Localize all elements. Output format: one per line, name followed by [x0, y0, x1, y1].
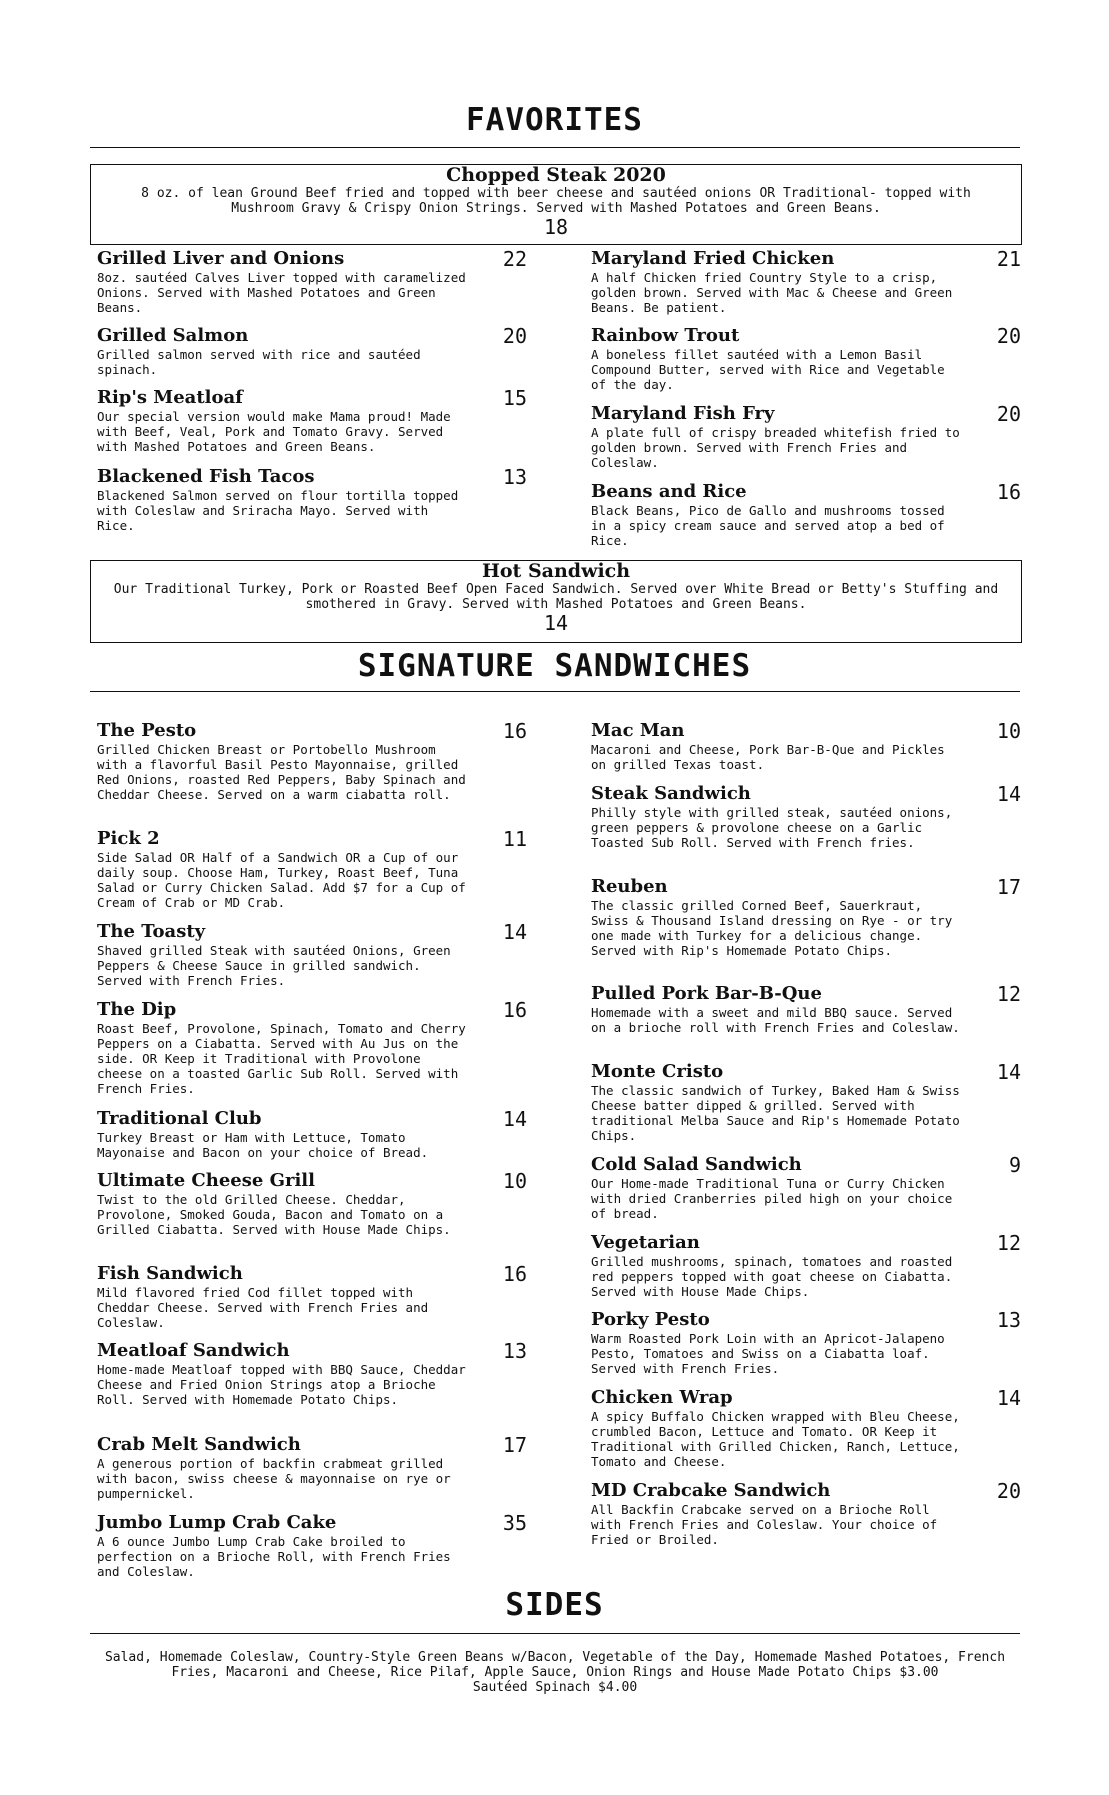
item-name: Fish Sandwich [97, 1263, 243, 1284]
menu-item [97, 1341, 527, 1407]
favorites-rule [90, 147, 1020, 148]
item-desc: Grilled Chicken Breast or Portobello Mushroom with a flavorful Basil Pesto Mayonnaise, grilled Red Onions, roasted Red Peppers, Baby Spinach and Cheddar Cheese. Served on a warm ciabatta roll. [97, 742, 466, 802]
item-desc: A 6 ounce Jumbo Lump Crab Cake broiled to perfection on a Brioche Roll, with French Fries and Coleslaw. [97, 1534, 451, 1579]
item-price: 35 [502, 1511, 527, 1535]
menu-item [591, 784, 1021, 850]
menu-item [97, 467, 527, 533]
menu-item [97, 922, 527, 988]
item-name: Monte Cristo [591, 1061, 724, 1082]
item-price: 12 [996, 1231, 1021, 1255]
item-desc: The classic sandwich of Turkey, Baked Ham & Swiss Cheese batter dipped & grilled. Served with traditional Melba Sauce and Rip's Homemade Potato Chips. [591, 1083, 960, 1143]
item-price: 16 [502, 998, 527, 1022]
item-desc: Turkey Breast or Ham with Lettuce, Tomato Mayonaise and Bacon on your choice of Bread. [97, 1130, 429, 1160]
sides-heading: SIDES [505, 1587, 604, 1623]
item-desc: Mild flavored fried Cod fillet topped with Cheddar Cheese. Served with French Fries and Coleslaw. [97, 1285, 429, 1330]
menu-item [97, 1171, 527, 1237]
hot-sandwich-desc: Our Traditional Turkey, Pork or Roasted Beef Open Faced Sandwich. Served over White Bread or Betty's Stuffing and smothered in Gravy. Served with Mashed Potatoes and Green Beans. [113, 582, 999, 612]
item-desc: Grilled salmon served with rice and sautéed spinach. [97, 347, 421, 377]
item-price: 11 [502, 827, 527, 851]
menu-item [591, 1310, 1021, 1376]
item-name: Crab Melt Sandwich [97, 1434, 301, 1455]
menu-item [591, 1481, 1021, 1547]
item-price: 14 [996, 1060, 1021, 1084]
item-name: The Dip [97, 999, 177, 1020]
item-name: Ultimate Cheese Grill [97, 1170, 315, 1191]
item-price: 13 [502, 1339, 527, 1363]
menu-item [591, 404, 1021, 470]
item-price: 10 [502, 1169, 527, 1193]
menu-item [97, 388, 527, 454]
item-name: The Toasty [97, 921, 206, 942]
menu-item [97, 721, 527, 802]
item-desc: A half Chicken fried Country Style to a crisp, golden brown. Served with Mac & Cheese and Green Beans. Be patient. [591, 270, 953, 315]
item-price: 9 [1008, 1153, 1021, 1177]
item-price: 20 [502, 324, 527, 348]
item-price: 22 [502, 247, 527, 271]
signature-rule [90, 691, 1020, 692]
item-price: 21 [996, 247, 1021, 271]
item-desc: Shaved grilled Steak with sautéed Onions, Green Peppers & Cheese Sauce in grilled sandwich. Served with French Fries. [97, 943, 451, 988]
item-desc: All Backfin Crabcake served on a Brioche Roll with French Fries and Coleslaw. Your choice of Fried or Broiled. [591, 1502, 938, 1547]
chopped-steak-price: 18 [543, 215, 569, 239]
menu-item [591, 721, 1021, 772]
item-name: Porky Pesto [591, 1309, 710, 1330]
hot-sandwich-price: 14 [543, 611, 569, 635]
item-name: Meatloaf Sandwich [97, 1340, 290, 1361]
item-price: 13 [996, 1308, 1021, 1332]
chopped-steak-box [90, 164, 1022, 245]
item-price: 16 [502, 719, 527, 743]
menu-item [97, 1264, 527, 1330]
item-price: 13 [502, 465, 527, 489]
menu-item [97, 1109, 527, 1160]
chopped-steak-name: Chopped Steak 2020 [446, 164, 666, 186]
item-name: Maryland Fish Fry [591, 403, 775, 424]
item-desc: The classic grilled Corned Beef, Sauerkraut, Swiss & Thousand Island dressing on Rye - or try one made with Turkey for a delicious change. Served with Rip's Homemade Potato Chips. [591, 898, 953, 958]
menu-item [97, 326, 527, 377]
item-price: 20 [996, 402, 1021, 426]
item-desc: A spicy Buffalo Chicken wrapped with Bleu Cheese, crumbled Bacon, Lettuce and Tomato. OR Keep it Traditional with Grilled Chicken, Ranch, Lettuce, Tomato and Cheese. [591, 1409, 960, 1469]
item-name: Grilled Liver and Onions [97, 248, 345, 269]
item-name: Grilled Salmon [97, 325, 249, 346]
menu-item [97, 1435, 527, 1501]
menu-item [591, 1062, 1021, 1143]
item-name: Pulled Pork Bar-B-Que [591, 983, 822, 1004]
item-name: Chicken Wrap [591, 1387, 733, 1408]
item-desc: Twist to the old Grilled Cheese. Cheddar, Provolone, Smoked Gouda, Bacon and Tomato on a Grilled Ciabatta. Served with House Made Chips. [97, 1192, 451, 1237]
item-name: MD Crabcake Sandwich [591, 1480, 831, 1501]
item-price: 10 [996, 719, 1021, 743]
menu-item [591, 984, 1021, 1035]
sides-line-2: Sautéed Spinach $4.00 [472, 1680, 638, 1695]
item-name: Maryland Fried Chicken [591, 248, 835, 269]
chopped-steak-desc: 8 oz. of lean Ground Beef fried and topped with beer cheese and sautéed onions OR Traditional- topped with Mushroom Gravy & Crispy Onion Strings. Served with Mashed Potatoes and Green Beans. [141, 186, 971, 216]
item-name: The Pesto [97, 720, 197, 741]
item-name: Pick 2 [97, 828, 160, 849]
item-desc: A boneless fillet sautéed with a Lemon Basil Compound Butter, served with Rice and Vegetable of the day. [591, 347, 945, 392]
item-desc: Our Home-made Traditional Tuna or Curry Chicken with dried Cranberries piled high on your choice of bread. [591, 1176, 953, 1221]
menu-item [591, 1388, 1021, 1469]
item-desc: Black Beans, Pico de Gallo and mushrooms tossed in a spicy cream sauce and served atop a bed of Rice. [591, 503, 945, 548]
item-name: Mac Man [591, 720, 685, 741]
item-desc: Philly style with grilled steak, sautéed onions, green peppers & provolone cheese on a Garlic Toasted Sub Roll. Served with French fries. [591, 805, 953, 850]
menu-item [591, 1155, 1021, 1221]
item-desc: 8oz. sautéed Calves Liver topped with caramelized Onions. Served with Mashed Potatoes and Green Beans. [97, 270, 466, 315]
item-desc: Side Salad OR Half of a Sandwich OR a Cup of our daily soup. Choose Ham, Turkey, Roast Beef, Tuna Salad or Curry Chicken Salad. Add $7 for a Cup of Cream of Crab or MD Crab. [97, 850, 466, 910]
favorites-heading: FAVORITES [466, 102, 643, 138]
item-desc: A plate full of crispy breaded whitefish fried to golden brown. Served with French Fries and Coleslaw. [591, 425, 960, 470]
hot-sandwich-box [90, 560, 1022, 643]
item-desc: Our special version would make Mama proud! Made with Beef, Veal, Pork and Tomato Gravy. Served with Mashed Potatoes and Green Beans. [97, 409, 451, 454]
item-name: Rainbow Trout [591, 325, 740, 346]
item-desc: Warm Roasted Pork Loin with an Apricot-Jalapeno Pesto, Tomatoes and Swiss on a Ciabatta loaf. Served with French Fries. [591, 1331, 945, 1376]
item-name: Jumbo Lump Crab Cake [97, 1512, 337, 1533]
menu-item [97, 1513, 527, 1579]
menu-item [591, 326, 1021, 392]
item-name: Reuben [591, 876, 668, 897]
item-price: 14 [502, 920, 527, 944]
item-name: Beans and Rice [591, 481, 747, 502]
item-name: Vegetarian [591, 1232, 700, 1253]
item-desc: Home-made Meatloaf topped with BBQ Sauce, Cheddar Cheese and Fried Onion Strings atop a Brioche Roll. Served with Homemade Potato Chips. [97, 1362, 466, 1407]
item-price: 12 [996, 982, 1021, 1006]
item-price: 20 [996, 1479, 1021, 1503]
menu-item [591, 249, 1021, 315]
sides-list [90, 1650, 1020, 1695]
sides-line-1: Salad, Homemade Coleslaw, Country-Style Green Beans w/Bacon, Vegetable of the Day, Homemade Mashed Potatoes, French Fries, Macaroni and Cheese, Rice Pilaf, Apple Sauce, Onion Rings and House Made Potato Chips $3.00 [104, 1650, 1006, 1680]
item-desc: Macaroni and Cheese, Pork Bar-B-Que and Pickles on grilled Texas toast. [591, 742, 945, 772]
menu-item [97, 249, 527, 315]
signature-sandwiches-heading: SIGNATURE SANDWICHES [357, 648, 752, 684]
sides-rule [90, 1633, 1020, 1634]
item-price: 15 [502, 386, 527, 410]
item-price: 14 [996, 782, 1021, 806]
item-price: 16 [996, 480, 1021, 504]
item-name: Blackened Fish Tacos [97, 466, 315, 487]
item-desc: Roast Beef, Provolone, Spinach, Tomato and Cherry Peppers on a Ciabatta. Served with Au Jus on the side. OR Keep it Traditional with Provolone cheese on a toasted Garlic Sub Roll. Served with French Fries. [97, 1021, 466, 1096]
item-price: 17 [502, 1433, 527, 1457]
item-price: 17 [996, 875, 1021, 899]
item-price: 14 [502, 1107, 527, 1131]
item-desc: Homemade with a sweet and mild BBQ sauce. Served on a brioche roll with French Fries and Coleslaw. [591, 1005, 960, 1035]
item-desc: Blackened Salmon served on flour tortilla topped with Coleslaw and Sriracha Mayo. Served with Rice. [97, 488, 459, 533]
item-desc: A generous portion of backfin crabmeat grilled with bacon, swiss cheese & mayonnaise on rye or pumpernickel. [97, 1456, 451, 1501]
item-name: Steak Sandwich [591, 783, 751, 804]
item-price: 16 [502, 1262, 527, 1286]
item-price: 14 [996, 1386, 1021, 1410]
menu-item [591, 877, 1021, 958]
menu-item [97, 1000, 527, 1096]
item-name: Traditional Club [97, 1108, 262, 1129]
menu-item [591, 482, 1021, 548]
menu-item [97, 829, 527, 910]
item-name: Rip's Meatloaf [97, 387, 243, 408]
item-name: Cold Salad Sandwich [591, 1154, 802, 1175]
item-desc: Grilled mushrooms, spinach, tomatoes and roasted red peppers topped with goat cheese on Ciabatta. Served with House Made Chips. [591, 1254, 953, 1299]
item-price: 20 [996, 324, 1021, 348]
menu-item [591, 1233, 1021, 1299]
hot-sandwich-name: Hot Sandwich [481, 560, 631, 582]
